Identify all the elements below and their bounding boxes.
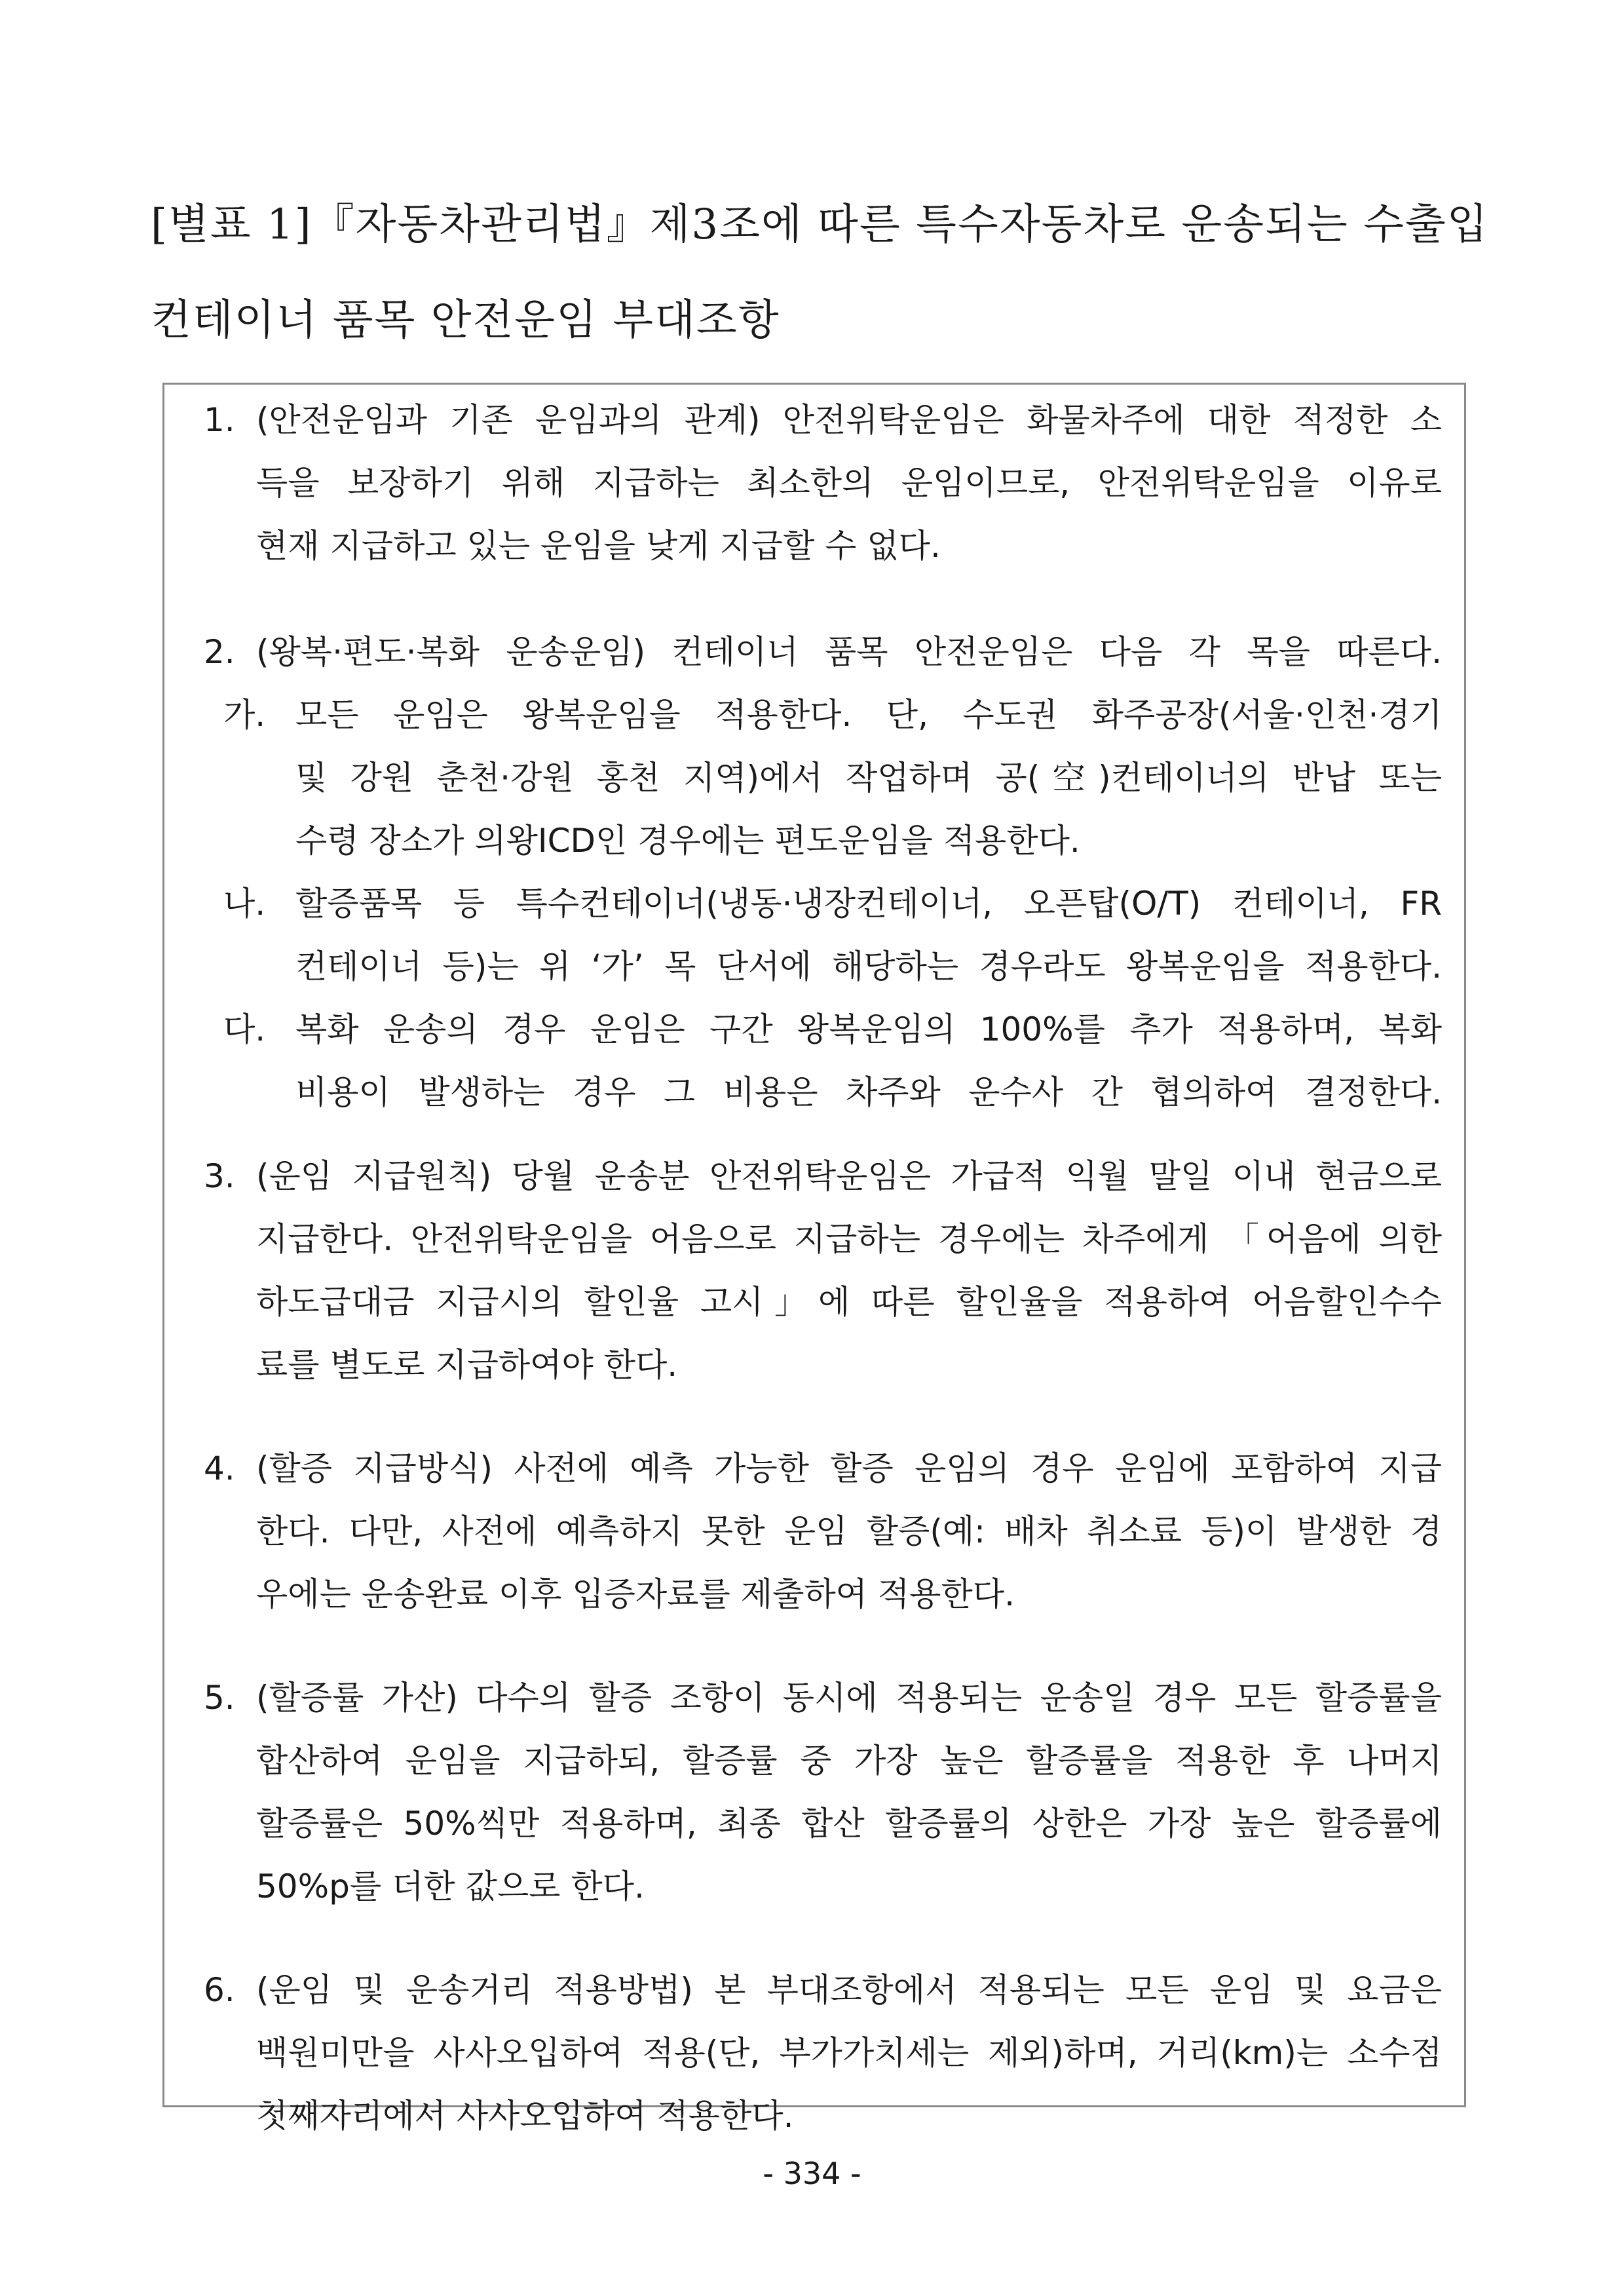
item-line: (할증률 가산) 다수의 할증 조항이 동시에 적용되는 운송일 경우 모든 할증률을 <box>256 1679 1442 1717</box>
sub-item-line: 복화 운송의 경우 운임은 구간 왕복운임의 100%를 추가 적용하며, 복화 <box>295 1010 1442 1048</box>
sub-item-mark: 나. <box>223 885 266 923</box>
item-line: (할증 지급방식) 사전에 예측 가능한 할증 운임의 경우 운임에 포함하여 지급 <box>256 1449 1442 1487</box>
sub-item-mark: 가. <box>223 696 266 734</box>
item-line: 득을 보장하기 위해 지급하는 최소한의 운임이므로, 안전위탁운임을 이유로 <box>256 464 1442 502</box>
item-body <box>256 1437 1442 1626</box>
item-number: 6. <box>204 1971 235 2009</box>
sub-item-line: 할증품목 등 특수컨테이너(냉동·냉장컨테이너, 오픈탑(O/T) 컨테이너, FR <box>295 885 1442 923</box>
item-number: 1. <box>204 401 235 439</box>
item-line: 첫째자리에서 사사오입하여 적용한다. <box>256 2097 794 2135</box>
item-line: 할증률은 50%씩만 적용하며, 최종 합산 할증률의 상한은 가장 높은 할증률에 <box>256 1805 1442 1843</box>
item-body <box>256 1666 1442 1918</box>
sub-item-line: 비용이 발생하는 경우 그 비용은 차주와 운수사 간 협의하여 결정한다. <box>295 1073 1442 1111</box>
item-line: 하도급대금 지급시의 할인율 고시」에 따른 할인율을 적용하여 어음할인수수 <box>256 1283 1442 1321</box>
item-number: 5. <box>204 1679 235 1717</box>
item-number: 3. <box>204 1157 235 1195</box>
page-number: - 334 - <box>763 2156 861 2191</box>
sub-item-line: 수령 장소가 의왕ICD인 경우에는 편도운임을 적용한다. <box>295 822 1080 860</box>
sub-item-line: 컨테이너 등)는 위 ‘가’ 목 단서에 해당하는 경우라도 왕복운임을 적용한다. <box>295 947 1442 985</box>
item-line: 지급한다. 안전위탁운임을 어음으로 지급하는 경우에는 차주에게 「어음에 의한 <box>256 1220 1442 1258</box>
title-line-1: [별표 1]『자동차관리법』제3조에 따른 특수자동차로 운송되는 수출입 <box>151 201 1489 249</box>
item-line: (운임 지급원칙) 당월 운송분 안전위탁운임은 가급적 익월 말일 이내 현금으로 <box>256 1157 1442 1195</box>
item-number: 2. <box>204 633 235 671</box>
title-line-2: 컨테이너 품목 안전운임 부대조항 <box>151 296 780 345</box>
item-line: 50%p를 더한 값으로 한다. <box>256 1867 645 1905</box>
sub-item-body <box>295 872 1442 998</box>
item-line: (안전운임과 기존 운임과의 관계) 안전위탁운임은 화물차주에 대한 적정한 소 <box>256 401 1442 439</box>
item-line: 합산하여 운임을 지급하되, 할증률 중 가장 높은 할증률을 적용한 후 나머지 <box>256 1742 1442 1780</box>
item-line: 현재 지급하고 있는 운임을 낮게 지급할 수 없다. <box>256 527 941 565</box>
item-line: 한다. 다만, 사전에 예측하지 못한 운임 할증(예: 배차 취소료 등)이 발생한 경 <box>256 1512 1442 1550</box>
item-line: (왕복·편도·복화 운송운임) 컨테이너 품목 안전운임은 다음 각 목을 따른다. <box>256 633 1442 671</box>
item-line: (운임 및 운송거리 적용방법) 본 부대조항에서 적용되는 모든 운임 및 요금은 <box>256 1971 1442 2009</box>
sub-item-body <box>295 998 1442 1124</box>
provisions-box <box>162 383 1466 2135</box>
item-line: 우에는 운송완료 이후 입증자료를 제출하여 적용한다. <box>256 1575 1015 1613</box>
item-line: 백원미만을 사사오입하여 적용(단, 부가가치세는 제외)하며, 거리(km)는 소수점 <box>256 2034 1442 2072</box>
item-body <box>256 621 1442 683</box>
item-body <box>256 389 1442 577</box>
item-body <box>256 1145 1442 1396</box>
sub-item-line: 및 강원 춘천·강원 홍천 지역)에서 작업하며 공(空)컨테이너의 반납 또는 <box>295 759 1442 797</box>
item-number: 4. <box>204 1449 235 1487</box>
document-title <box>151 177 1489 368</box>
item-body <box>256 1959 1442 2147</box>
sub-item-mark: 다. <box>223 1010 266 1048</box>
item-line: 료를 별도로 지급하여야 한다. <box>256 1346 678 1384</box>
sub-item-line: 모든 운임은 왕복운임을 적용한다. 단, 수도권 화주공장(서울·인천·경기 <box>295 696 1442 734</box>
sub-item-body <box>295 683 1442 872</box>
